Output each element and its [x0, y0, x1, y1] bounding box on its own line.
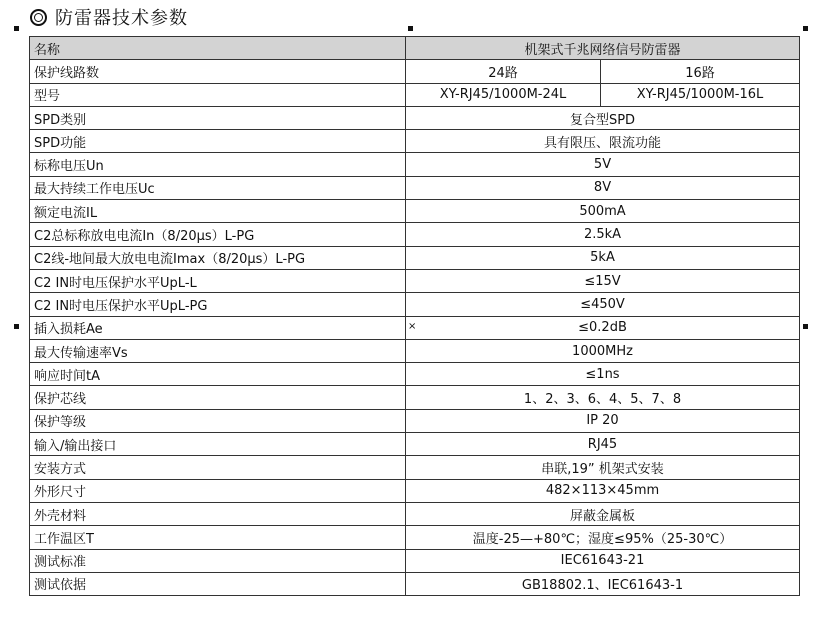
section-title: [30, 4, 188, 30]
row-label: 型号: [30, 83, 406, 106]
table-row: [30, 60, 800, 83]
row-value: ≤1ns: [406, 363, 800, 386]
row-value: 具有限压、限流功能: [406, 130, 800, 153]
selection-handle-middle-right[interactable]: [803, 324, 808, 329]
row-label: 测试标准: [30, 549, 406, 572]
spec-table: [29, 36, 800, 596]
row-label: 输入/输出接口: [30, 433, 406, 456]
row-value-16l: XY-RJ45/1000M-16L: [601, 83, 800, 106]
row-value-16l: 16路: [601, 60, 800, 83]
row-label: 外形尺寸: [30, 479, 406, 502]
row-label: 测试依据: [30, 572, 406, 595]
row-label: 工作温区T: [30, 526, 406, 549]
row-value: 5V: [406, 153, 800, 176]
selection-handle-top-middle[interactable]: [408, 26, 413, 31]
row-value: ≤15V: [406, 269, 800, 292]
table-row: [30, 130, 800, 153]
row-value: 串联,19” 机架式安装: [406, 456, 800, 479]
row-value: 1、2、3、6、4、5、7、8: [406, 386, 800, 409]
table-row: [30, 339, 800, 362]
row-value: 8V: [406, 176, 800, 199]
header-value-cell: 机架式千兆网络信号防雷器: [406, 37, 800, 60]
row-label: C2线-地间最大放电电流Imax（8/20μs）L-PG: [30, 246, 406, 269]
row-value-24l: 24路: [406, 60, 601, 83]
row-label: 外壳材料: [30, 502, 406, 525]
row-value: 2.5kA: [406, 223, 800, 246]
table-row: [30, 83, 800, 106]
row-value: 温度-25—+80℃；湿度≤95%（25-30℃）: [406, 526, 800, 549]
row-value: 500mA: [406, 200, 800, 223]
row-value: RJ45: [406, 433, 800, 456]
row-value-24l: XY-RJ45/1000M-24L: [406, 83, 601, 106]
table-row: [30, 502, 800, 525]
row-value: 1000MHz: [406, 339, 800, 362]
row-label: 保护芯线: [30, 386, 406, 409]
table-row: [30, 572, 800, 595]
row-value: ≤0.2dB: [406, 316, 800, 339]
row-label: 保护等级: [30, 409, 406, 432]
table-row: [30, 456, 800, 479]
table-row: [30, 526, 800, 549]
table-row: [30, 106, 800, 129]
table-row: [30, 549, 800, 572]
table-row: [30, 246, 800, 269]
table-row: [30, 479, 800, 502]
row-label: C2 IN时电压保护水平UpL-L: [30, 269, 406, 292]
section-title-text: 防雷器技术参数: [55, 8, 188, 29]
row-value: GB18802.1、IEC61643-1: [406, 572, 800, 595]
table-row: [30, 386, 800, 409]
row-label: 插入损耗Ae: [30, 316, 406, 339]
double-circle-icon: [30, 9, 47, 26]
row-label: 标称电压Un: [30, 153, 406, 176]
header-label-cell: 名称: [30, 37, 406, 60]
row-label: SPD功能: [30, 130, 406, 153]
selection-handle-top-left[interactable]: [14, 26, 19, 31]
table-row: [30, 293, 800, 316]
row-label: 安装方式: [30, 456, 406, 479]
row-value: 屏蔽金属板: [406, 502, 800, 525]
table-row: [30, 153, 800, 176]
row-value: ≤450V: [406, 293, 800, 316]
table-row: [30, 269, 800, 292]
anchor-cross-icon[interactable]: ×: [408, 321, 417, 332]
table-row: [30, 363, 800, 386]
table-row: [30, 223, 800, 246]
row-label: C2总标称放电电流In（8/20μs）L-PG: [30, 223, 406, 246]
row-value: IP 20: [406, 409, 800, 432]
row-value: IEC61643-21: [406, 549, 800, 572]
table-row: [30, 316, 800, 339]
row-label: 保护线路数: [30, 60, 406, 83]
row-label: 最大传输速率Vs: [30, 339, 406, 362]
selection-handle-top-right[interactable]: [803, 26, 808, 31]
row-label: 响应时间tA: [30, 363, 406, 386]
row-value: 482×113×45mm: [406, 479, 800, 502]
row-label: C2 IN时电压保护水平UpL-PG: [30, 293, 406, 316]
row-label: 最大持续工作电压Uc: [30, 176, 406, 199]
row-label: SPD类别: [30, 106, 406, 129]
table-row: [30, 409, 800, 432]
selection-handle-middle-left[interactable]: [14, 324, 19, 329]
table-header-row: [30, 37, 800, 60]
table-row: [30, 176, 800, 199]
table-row: [30, 433, 800, 456]
row-value: 复合型SPD: [406, 106, 800, 129]
row-value: 5kA: [406, 246, 800, 269]
row-label: 额定电流IL: [30, 200, 406, 223]
table-row: [30, 200, 800, 223]
